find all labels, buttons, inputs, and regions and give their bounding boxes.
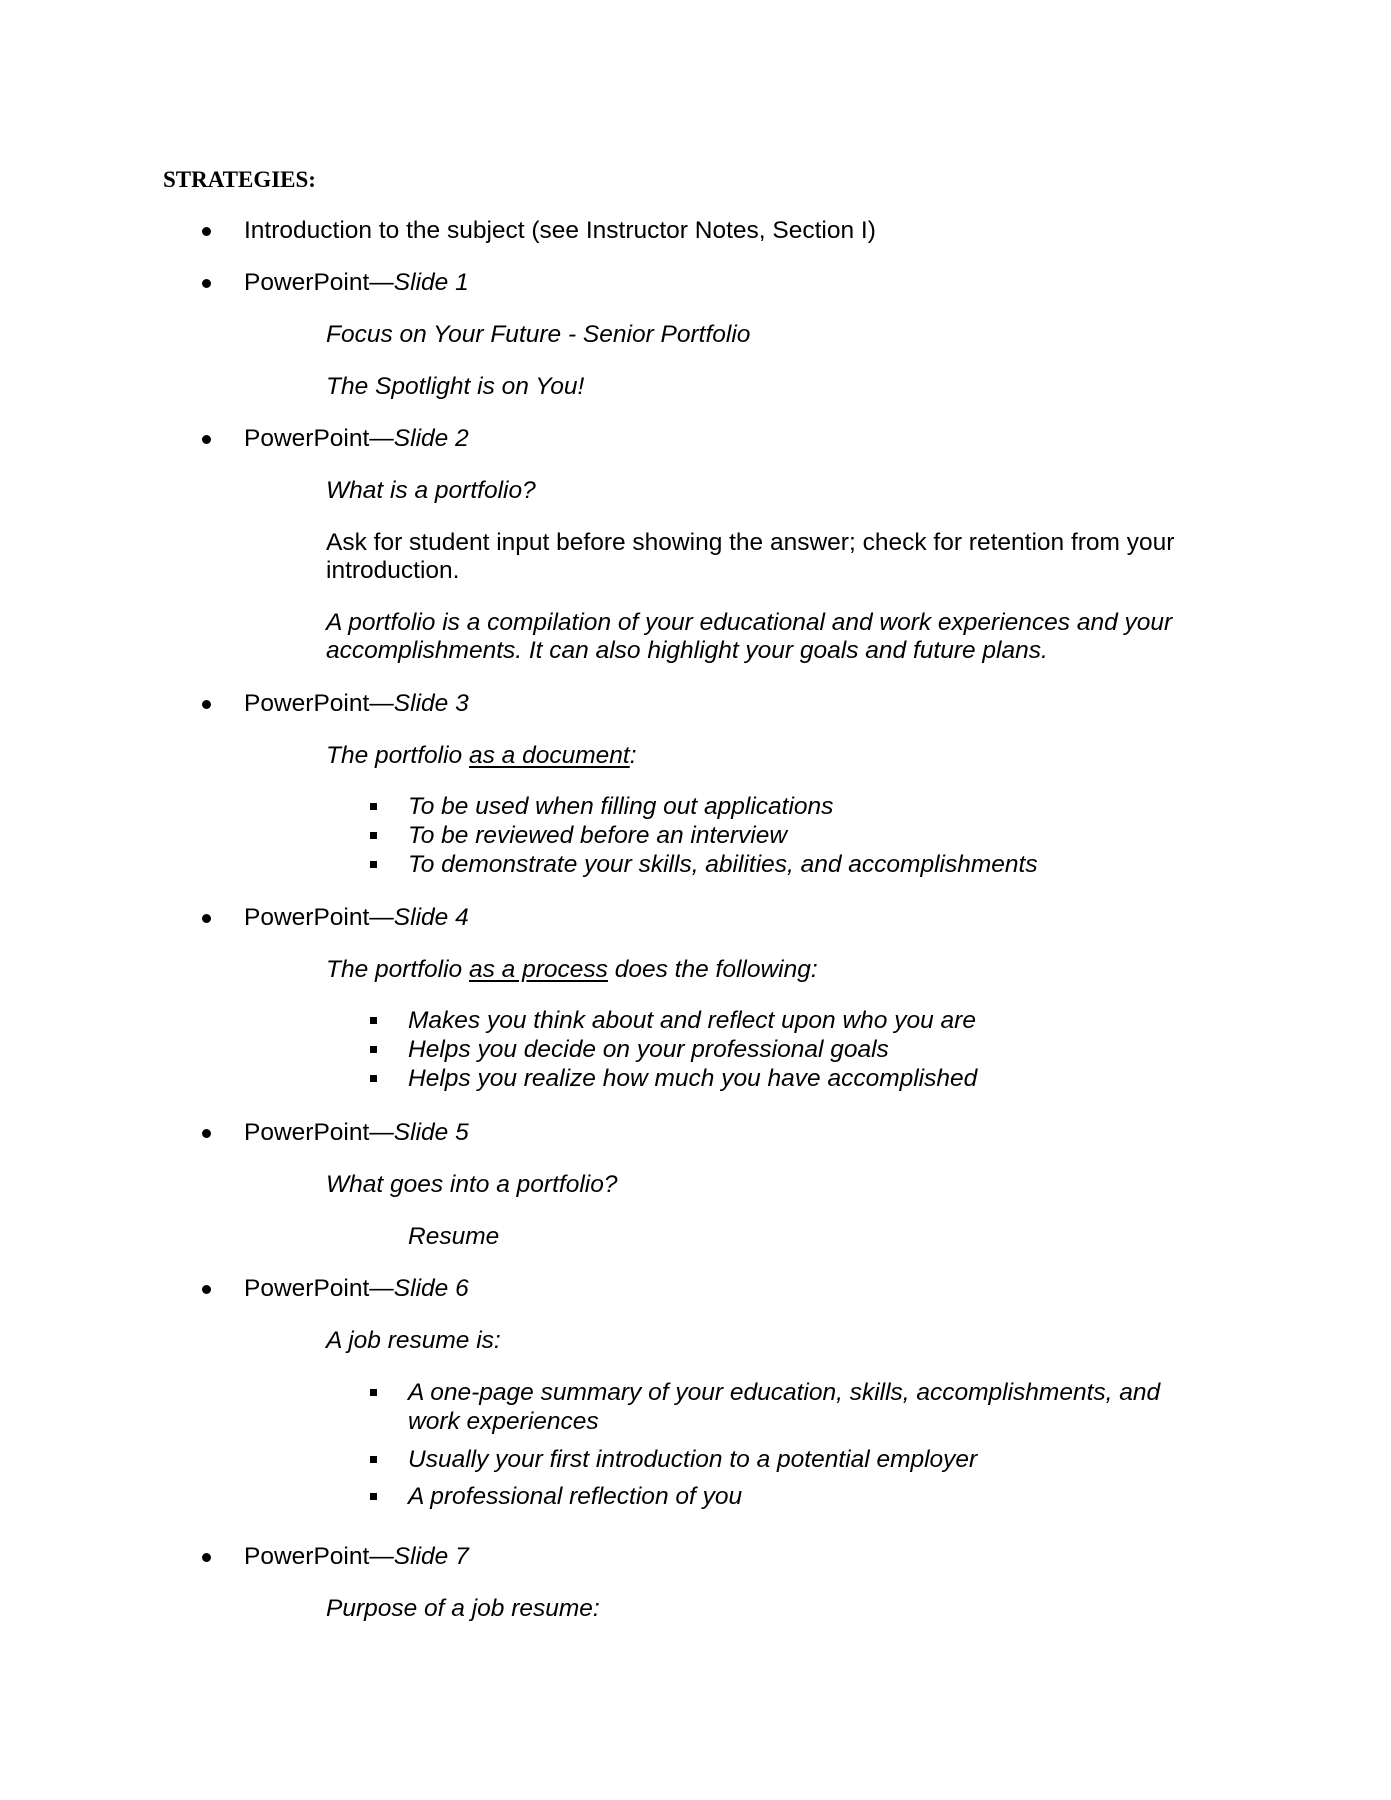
slide-6-item-1-line-1: A one-page summary of your education, skills, accomplishments, and	[408, 1379, 1161, 1406]
slide-prefix: PowerPoint—	[244, 1543, 394, 1570]
slide-4-intro-pre: The portfolio	[326, 956, 469, 983]
slide-2-answer-line-1: A portfolio is a compilation of your educational and work experiences and your	[326, 609, 1173, 636]
intro-text: Introduction to the subject (see Instructor Notes, Section I)	[244, 217, 876, 244]
slide-3-item-2: To be reviewed before an interview	[408, 822, 788, 849]
slide-4-item-1: Makes you think about and reflect upon who you are	[408, 1007, 976, 1034]
bullet-icon	[202, 700, 211, 709]
square-bullet-icon	[370, 1075, 377, 1082]
square-bullet-icon	[370, 832, 377, 839]
slide-4-item-2: Helps you decide on your professional goals	[408, 1036, 889, 1063]
slide-5-heading	[244, 1121, 469, 1146]
slide-2-heading	[244, 427, 469, 452]
square-bullet-icon	[370, 861, 377, 868]
slide-2-label: Slide 2	[393, 425, 469, 452]
bullet-icon	[202, 279, 211, 288]
square-bullet-icon	[370, 1017, 377, 1024]
slide-prefix: PowerPoint—	[244, 690, 394, 717]
slide-5-question: What goes into a portfolio?	[326, 1171, 618, 1198]
slide-3-intro-post: :	[629, 742, 637, 769]
slide-4-intro-post: does the following:	[607, 956, 818, 983]
slide-2-question: What is a portfolio?	[326, 477, 536, 504]
bullet-icon	[202, 227, 211, 236]
slide-4-intro-underlined: as a process	[469, 956, 608, 983]
square-bullet-icon	[370, 803, 377, 810]
slide-4-heading	[244, 906, 469, 931]
slide-2-note-line-1: Ask for student input before showing the answer; check for retention from your	[326, 529, 1175, 556]
slide-1-line-2: The Spotlight is on You!	[326, 373, 585, 400]
slide-prefix: PowerPoint—	[244, 425, 394, 452]
slide-7-label: Slide 7	[393, 1543, 469, 1570]
slide-3-item-1: To be used when filling out applications	[408, 793, 834, 820]
slide-3-intro-pre: The portfolio	[326, 742, 469, 769]
slide-7-heading	[244, 1545, 469, 1570]
slide-3-label: Slide 3	[393, 690, 469, 717]
slide-4-item-3: Helps you realize how much you have accomplished	[408, 1065, 978, 1092]
slide-6-intro: A job resume is:	[326, 1327, 501, 1354]
slide-1-label: Slide 1	[393, 269, 469, 296]
slide-1-heading	[244, 271, 469, 296]
slide-3-intro	[326, 744, 637, 769]
square-bullet-icon	[370, 1456, 377, 1463]
bullet-icon	[202, 1129, 211, 1138]
slide-6-item-3: A professional reflection of you	[408, 1483, 743, 1510]
slide-7-intro: Purpose of a job resume:	[326, 1595, 600, 1622]
slide-6-heading	[244, 1277, 469, 1302]
slide-6-item-1-line-2: work experiences	[408, 1408, 599, 1435]
slide-prefix: PowerPoint—	[244, 1275, 394, 1302]
slide-2-note-line-2: introduction.	[326, 557, 460, 584]
section-heading: STRATEGIES:	[163, 167, 316, 192]
slide-3-heading	[244, 692, 469, 717]
slide-4-intro	[326, 958, 818, 983]
slide-6-item-2: Usually your first introduction to a potential employer	[408, 1446, 978, 1473]
slide-3-intro-underlined: as a document	[469, 742, 630, 769]
bullet-icon	[202, 914, 211, 923]
slide-5-label: Slide 5	[393, 1119, 469, 1146]
slide-prefix: PowerPoint—	[244, 269, 394, 296]
slide-2-answer-line-2: accomplishments. It can also highlight your goals and future plans.	[326, 637, 1048, 664]
slide-6-label: Slide 6	[393, 1275, 469, 1302]
slide-prefix: PowerPoint—	[244, 1119, 394, 1146]
slide-4-label: Slide 4	[393, 904, 469, 931]
slide-1-line-1: Focus on Your Future - Senior Portfolio	[326, 321, 751, 348]
square-bullet-icon	[370, 1046, 377, 1053]
bullet-icon	[202, 1285, 211, 1294]
square-bullet-icon	[370, 1389, 377, 1396]
bullet-icon	[202, 1553, 211, 1562]
square-bullet-icon	[370, 1493, 377, 1500]
slide-5-sub: Resume	[408, 1223, 500, 1250]
bullet-icon	[202, 435, 211, 444]
slide-3-item-3: To demonstrate your skills, abilities, and accomplishments	[408, 851, 1038, 878]
slide-prefix: PowerPoint—	[244, 904, 394, 931]
